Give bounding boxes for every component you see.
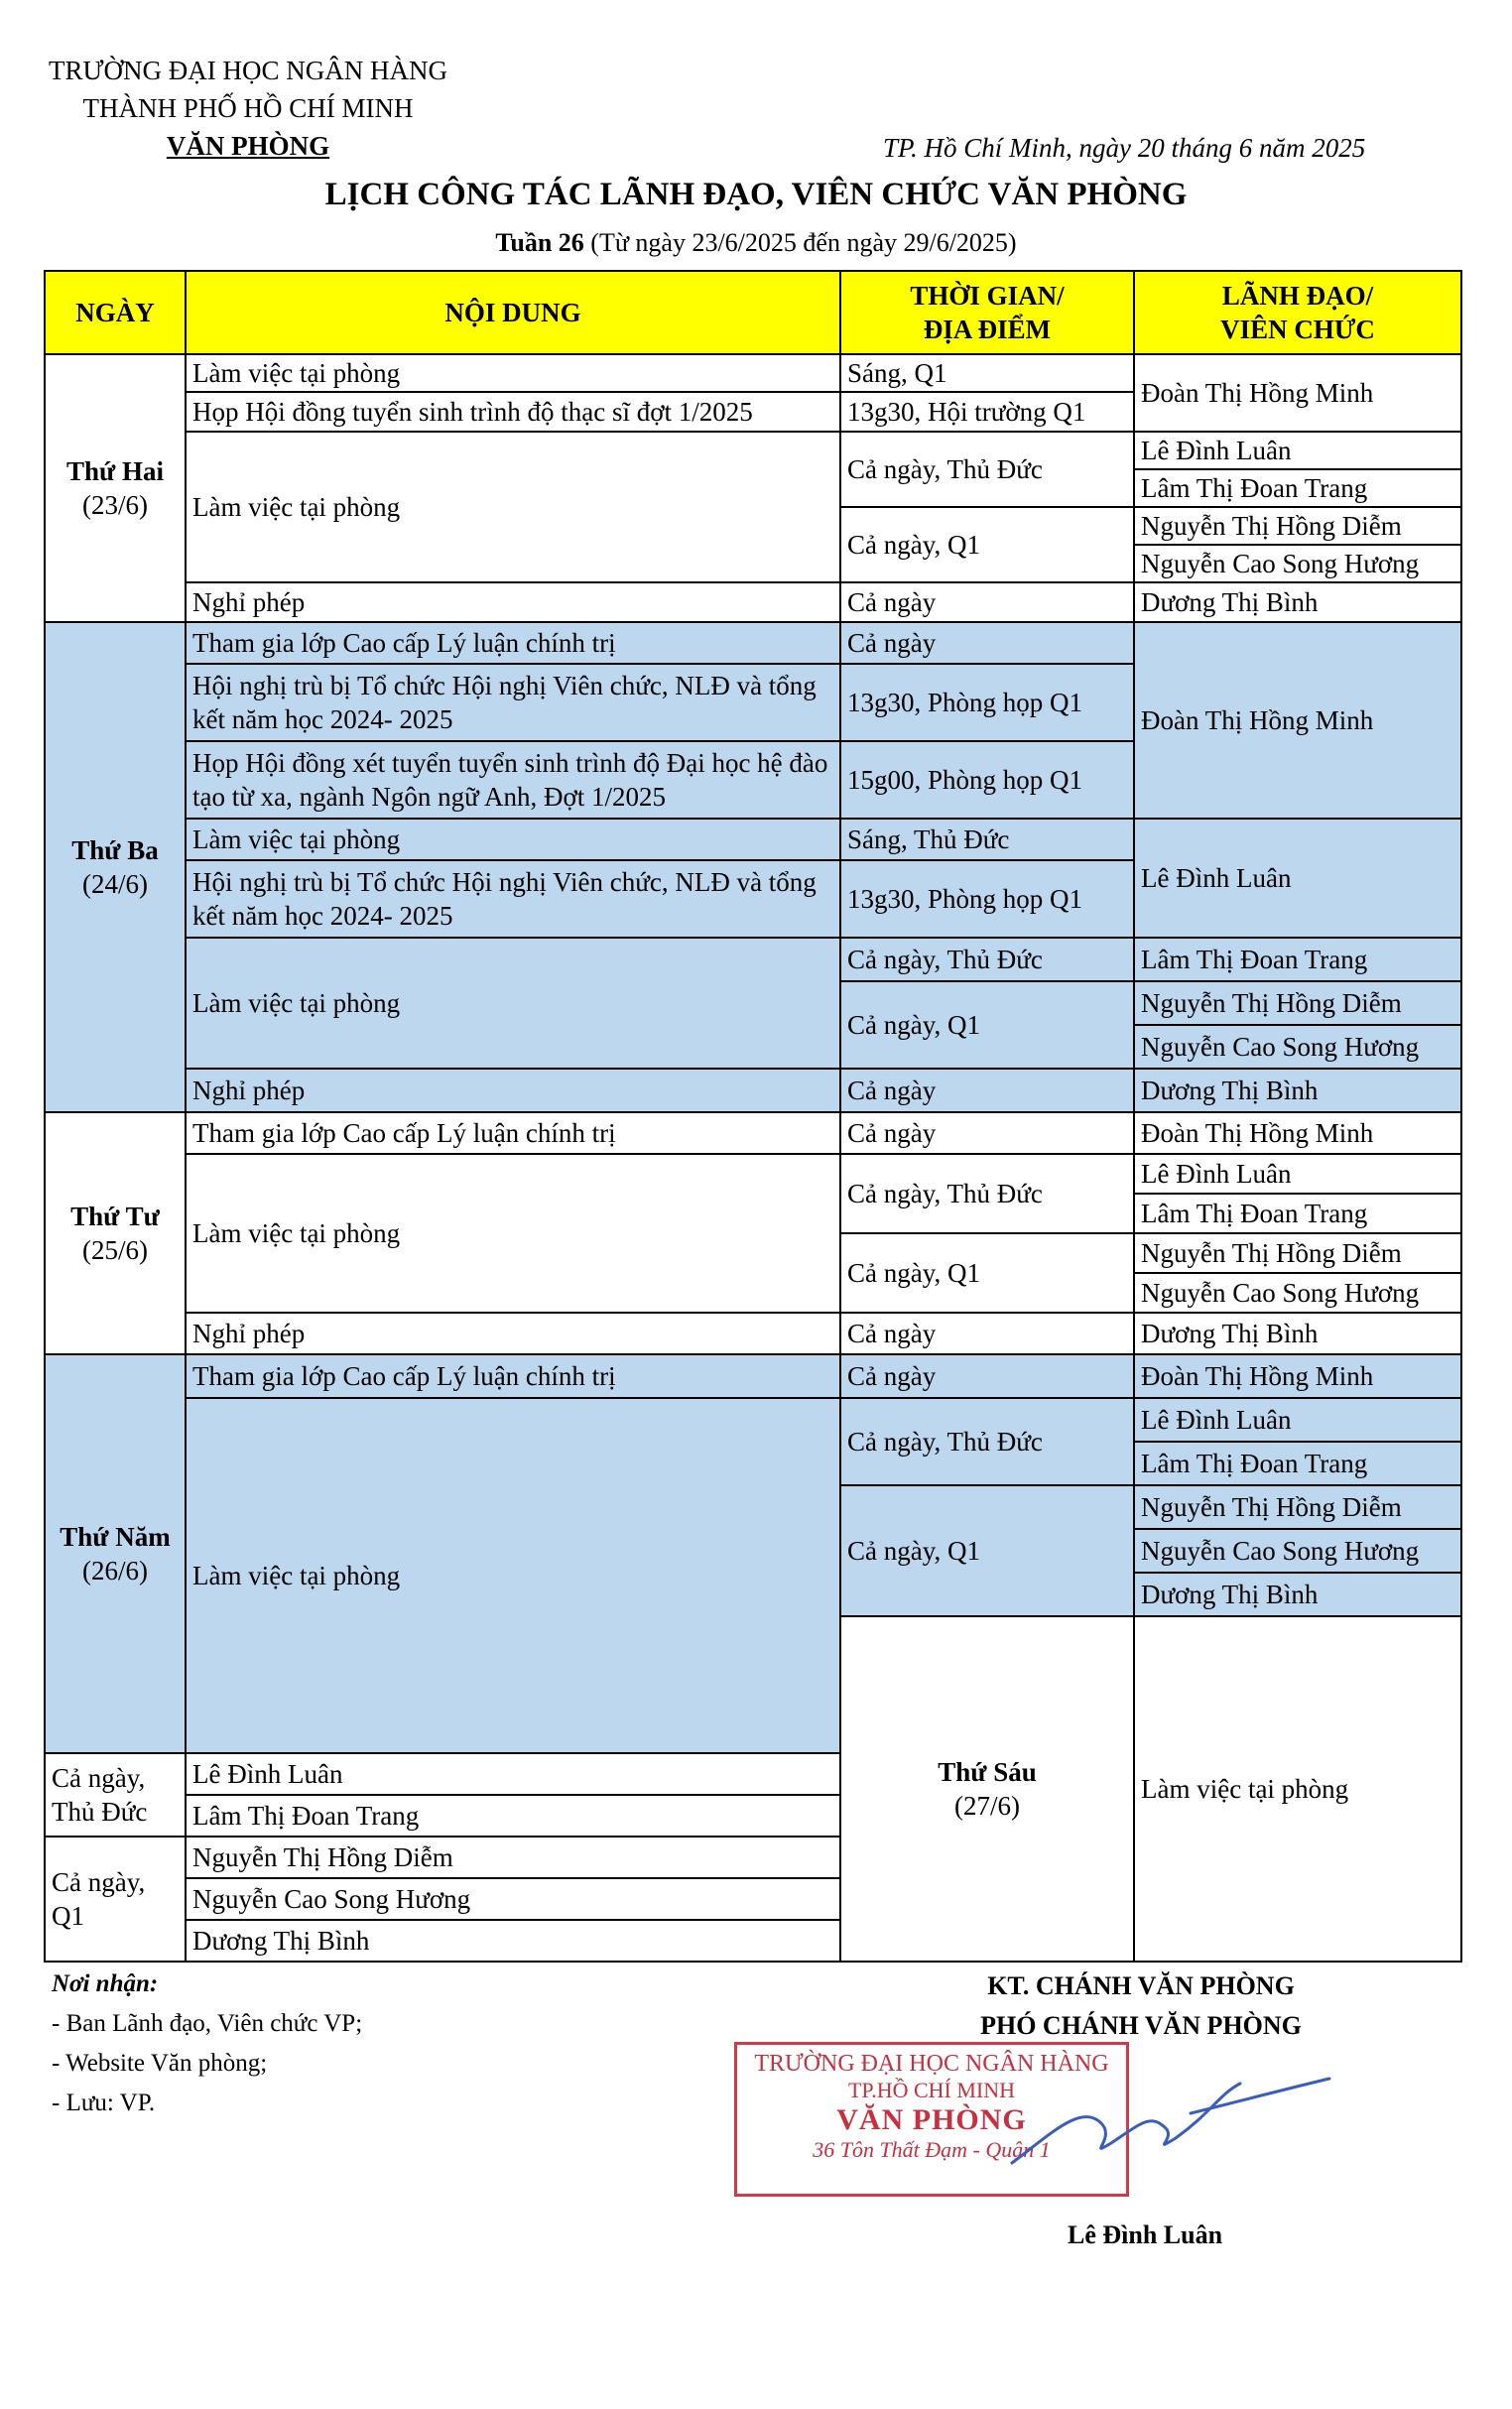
staff-cell: Nguyễn Cao Song Hương <box>1134 545 1461 582</box>
stamp-line1: TRƯỜNG ĐẠI HỌC NGÂN HÀNG <box>754 2051 1109 2077</box>
time-cell: 13g30, Phòng họp Q1 <box>840 860 1134 938</box>
time-cell: Cả ngày, Q1 <box>840 1485 1134 1616</box>
time-cell: Cả ngày <box>840 582 1134 622</box>
time-cell: Sáng, Q1 <box>840 354 1134 392</box>
day-cell-wed: Thứ Tư (25/6) <box>45 1112 186 1354</box>
week-label: Tuần 26 <box>495 228 584 257</box>
table-row <box>45 354 1461 392</box>
week-line <box>0 228 1512 258</box>
staff-cell: Nguyễn Thị Hồng Diễm <box>1134 981 1461 1025</box>
week-range: (Từ ngày 23/6/2025 đến ngày 29/6/2025) <box>590 228 1017 257</box>
staff-cell: Lê Đình Luân <box>1134 432 1461 469</box>
staff-cell: Dương Thị Bình <box>1134 1069 1461 1112</box>
content-cell: Nghỉ phép <box>186 1069 840 1112</box>
sign-title-line2: PHÓ CHÁNH VĂN PHÒNG <box>980 2011 1302 2040</box>
page-title: LỊCH CÔNG TÁC LÃNH ĐẠO, VIÊN CHỨC VĂN PHÒNG <box>324 177 1188 212</box>
time-cell: Cả ngày, Q1 <box>840 507 1134 582</box>
table-row <box>45 819 1461 860</box>
day-cell-thu: Thứ Năm (26/6) <box>45 1354 186 1753</box>
staff-cell: Lâm Thị Đoan Trang <box>1134 1442 1461 1485</box>
stamp-line4: 36 Tôn Thất Đạm - Quận 1 <box>813 2137 1051 2162</box>
time-cell: Cả ngày <box>840 622 1134 664</box>
content-cell: Làm việc tại phòng <box>186 1398 840 1753</box>
staff-cell: Lâm Thị Đoan Trang <box>186 1795 840 1837</box>
signature-scribble <box>992 2044 1349 2193</box>
table-row <box>45 622 1461 664</box>
content-cell: Làm việc tại phòng <box>186 938 840 1069</box>
content-cell: Tham gia lớp Cao cấp Lý luận chính trị <box>186 1112 840 1154</box>
header-content: NỘI DUNG <box>186 271 840 354</box>
content-cell: Hội nghị trù bị Tổ chức Hội nghị Viên chức, NLĐ và tổng kết năm học 2024- 2025 <box>186 664 840 741</box>
staff-cell: Nguyễn Thị Hồng Diễm <box>1134 1233 1461 1273</box>
time-cell: Cả ngày, Thủ Đức <box>840 1398 1134 1485</box>
time-cell: Cả ngày, Q1 <box>45 1837 186 1962</box>
staff-cell: Dương Thị Bình <box>1134 1313 1461 1354</box>
content-cell: Tham gia lớp Cao cấp Lý luận chính trị <box>186 1354 840 1398</box>
day-cell-fri: Thứ Sáu (27/6) <box>840 1616 1134 1962</box>
content-cell: Hội nghị trù bị Tổ chức Hội nghị Viên chức, NLĐ và tổng kết năm học 2024- 2025 <box>186 860 840 938</box>
time-cell: Sáng, Thủ Đức <box>840 819 1134 860</box>
content-cell: Làm việc tại phòng <box>186 432 840 582</box>
time-cell: 13g30, Hội trường Q1 <box>840 392 1134 432</box>
recipients-label: Nơi nhận: <box>52 1970 159 1997</box>
time-cell: Cả ngày, Thủ Đức <box>45 1753 186 1837</box>
table-row <box>45 1398 1461 1442</box>
day-cell-mon: Thứ Hai (23/6) <box>45 354 186 622</box>
table-row <box>45 1112 1461 1154</box>
signer-name: Lê Đình Luân <box>1068 2220 1223 2249</box>
recipient-item: - Ban Lãnh đạo, Viên chức VP; <box>52 2010 363 2037</box>
recipients-block <box>52 1965 362 2123</box>
content-cell: Họp Hội đồng tuyển sinh trình độ thạc sĩ đợt 1/2025 <box>186 392 840 432</box>
day-cell-tue: Thứ Ba (24/6) <box>45 622 186 1112</box>
org-line2: THÀNH PHỐ HỒ CHÍ MINH <box>82 93 414 123</box>
staff-cell: Lê Đình Luân <box>1134 1154 1461 1194</box>
time-cell: Cả ngày <box>840 1354 1134 1398</box>
org-line1: TRƯỜNG ĐẠI HỌC NGÂN HÀNG <box>49 56 447 85</box>
staff-cell: Lâm Thị Đoan Trang <box>1134 1194 1461 1233</box>
time-cell: Cả ngày, Q1 <box>840 981 1134 1069</box>
staff-cell: Đoàn Thị Hồng Minh <box>1134 1354 1461 1398</box>
office-name: VĂN PHÒNG <box>166 131 330 161</box>
staff-cell: Lâm Thị Đoan Trang <box>1134 469 1461 507</box>
signature-title <box>893 1966 1389 2046</box>
staff-cell: Dương Thị Bình <box>186 1920 840 1962</box>
time-cell: Cả ngày <box>840 1069 1134 1112</box>
stamp-line2: TP.HỒ CHÍ MINH <box>847 2078 1016 2102</box>
staff-cell: Lê Đình Luân <box>1134 1398 1461 1442</box>
staff-cell: Lâm Thị Đoan Trang <box>1134 938 1461 981</box>
staff-cell: Nguyễn Cao Song Hương <box>186 1878 840 1920</box>
table-header-row <box>45 271 1461 354</box>
content-cell: Làm việc tại phòng <box>186 1154 840 1313</box>
staff-cell: Nguyễn Cao Song Hương <box>1134 1529 1461 1573</box>
time-cell: 13g30, Phòng họp Q1 <box>840 664 1134 741</box>
content-cell: Làm việc tại phòng <box>1134 1616 1461 1962</box>
time-cell: Cả ngày, Q1 <box>840 1233 1134 1313</box>
table-row <box>45 432 1461 469</box>
table-row <box>45 1154 1461 1194</box>
content-cell: Tham gia lớp Cao cấp Lý luận chính trị <box>186 622 840 664</box>
table-row <box>45 938 1461 981</box>
staff-cell: Nguyễn Thị Hồng Diễm <box>186 1837 840 1878</box>
time-cell: Cả ngày, Thủ Đức <box>840 938 1134 981</box>
time-cell: Cả ngày <box>840 1313 1134 1354</box>
header-day: NGÀY <box>45 271 186 354</box>
staff-cell: Dương Thị Bình <box>1134 1573 1461 1616</box>
schedule-table <box>44 270 1462 1963</box>
staff-cell: Dương Thị Bình <box>1134 582 1461 622</box>
content-cell: Họp Hội đồng xét tuyển tuyển sinh trình độ Đại học hệ đào tạo từ xa, ngành Ngôn ngữ Anh, Đợt 1/2025 <box>186 741 840 819</box>
header-time-place: THỜI GIAN/ ĐỊA ĐIỂM <box>840 271 1134 354</box>
time-cell: 15g00, Phòng họp Q1 <box>840 741 1134 819</box>
content-cell: Nghỉ phép <box>186 1313 840 1354</box>
recipient-item: - Lưu: VP. <box>52 2090 156 2116</box>
staff-cell: Nguyễn Thị Hồng Diễm <box>1134 507 1461 545</box>
table-row <box>45 1069 1461 1112</box>
staff-cell: Nguyễn Cao Song Hương <box>1134 1025 1461 1069</box>
staff-cell: Đoàn Thị Hồng Minh <box>1134 1112 1461 1154</box>
staff-cell: Đoàn Thị Hồng Minh <box>1134 622 1461 819</box>
content-cell: Nghỉ phép <box>186 582 840 622</box>
staff-cell: Nguyễn Cao Song Hương <box>1134 1273 1461 1313</box>
place-date: TP. Hồ Chí Minh, ngày 20 tháng 6 năm 2025 <box>883 133 1366 163</box>
table-row <box>45 582 1461 622</box>
stamp-line3: VĂN PHÒNG <box>836 2103 1027 2136</box>
staff-cell: Nguyễn Thị Hồng Diễm <box>1134 1485 1461 1529</box>
table-row <box>45 1354 1461 1398</box>
content-cell: Làm việc tại phòng <box>186 819 840 860</box>
staff-cell: Đoàn Thị Hồng Minh <box>1134 354 1461 432</box>
sign-title-line1: KT. CHÁNH VĂN PHÒNG <box>987 1971 1295 2000</box>
staff-cell: Lê Đình Luân <box>1134 819 1461 938</box>
header-staff: LÃNH ĐẠO/ VIÊN CHỨC <box>1134 271 1461 354</box>
recipient-item: - Website Văn phòng; <box>52 2050 268 2077</box>
time-cell: Cả ngày, Thủ Đức <box>840 1154 1134 1233</box>
table-row <box>45 1313 1461 1354</box>
time-cell: Cả ngày <box>840 1112 1134 1154</box>
staff-cell: Lê Đình Luân <box>186 1753 840 1795</box>
time-cell: Cả ngày, Thủ Đức <box>840 432 1134 507</box>
content-cell: Làm việc tại phòng <box>186 354 840 392</box>
org-header <box>40 52 456 165</box>
